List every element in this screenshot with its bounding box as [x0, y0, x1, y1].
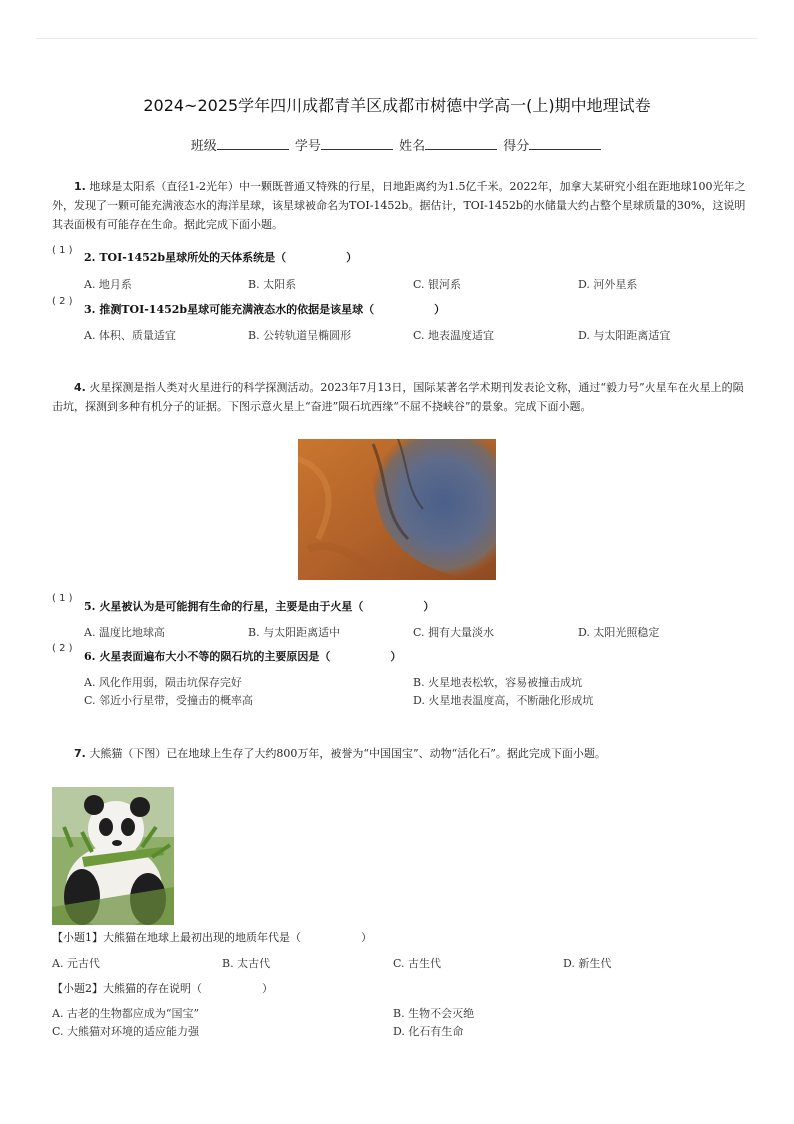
q2-text: TOI-1452b星球所处的天体系统是（	[99, 251, 287, 264]
q3-option-a[interactable]: A. 体积、质量适宜	[84, 329, 176, 342]
q6-close: ）	[390, 650, 402, 663]
q5-option-a[interactable]: A. 温度比地球高	[84, 626, 165, 639]
q7-passage	[52, 744, 748, 763]
q1-sub2-label: ( 2 )	[52, 296, 73, 307]
q4-number: 4.	[74, 381, 86, 394]
q2-close: ）	[346, 251, 358, 264]
q5-number: 5.	[84, 600, 96, 613]
q6-text: 火星表面遍布大小不等的陨石坑的主要原因是（	[99, 650, 331, 663]
q7-sub2-text: 【小题2】大熊猫的存在说明（	[52, 982, 202, 995]
q3-option-c[interactable]: C. 地表温度适宜	[413, 329, 495, 342]
q7-sub2-close: ）	[262, 982, 273, 995]
score-blank[interactable]	[529, 138, 601, 150]
class-blank[interactable]	[217, 138, 289, 150]
class-label: 班级	[190, 139, 217, 154]
q7-sub2-option-b[interactable]: B. 生物不会灭绝	[393, 1007, 475, 1020]
q3-text: 推测TOI-1452b星球可能充满液态水的依据是该星球（	[99, 303, 375, 316]
q7-text: 大熊猫（下图）已在地球上生存了大约800万年，被誉为“中国国宝”、动物“活化石”。据此完成下面小题。	[89, 747, 606, 760]
q3-stem	[84, 301, 445, 317]
q1-sub1-label: ( 1 )	[52, 245, 73, 256]
q4-text: 火星探测是指人类对火星进行的科学探测活动。2023年7月13日，国际某著名学术期刊发表论文称，通过“毅力号”火星车在火星上的陨击坑，探测到多种有机分子的证据。下图示意火星上“奋进”陨石坑西缘“不屈不挠峡谷”的景象。完成下面小题。	[52, 381, 744, 413]
header-divider	[36, 38, 758, 39]
q2-stem	[84, 249, 357, 265]
q3-option-d[interactable]: D. 与太阳距离适宜	[578, 329, 671, 342]
q7-sub1-stem	[52, 929, 372, 945]
q2-option-d[interactable]: D. 河外星系	[578, 278, 638, 291]
q3-close: ）	[434, 303, 446, 316]
name-blank[interactable]	[425, 138, 497, 150]
q7-sub1-text: 【小题1】大熊猫在地球上最初出现的地质年代是（	[52, 931, 301, 944]
q2-option-b[interactable]: B. 太阳系	[248, 278, 297, 291]
q7-sub2-stem	[52, 980, 273, 996]
q5-option-d[interactable]: D. 太阳光照稳定	[578, 626, 660, 639]
q1-text: 地球是太阳系（直径1-2光年）中一颗既普通又特殊的行星，日地距离约为1.5亿千米。2022年，加拿大某研究小组在距地球100光年之外，发现了一颗可能充满液态水的海洋星球，该星球被命名为TOI-1452b。据估计，TOI-1452b的水储量大约占整个星球质量的30%，这说明其表面极有可能存在生命。据此完成下面小题。	[52, 180, 746, 231]
student-info-line	[0, 135, 794, 154]
q3-number: 3.	[84, 303, 96, 316]
score-label: 得分	[503, 139, 530, 154]
q6-option-c[interactable]: C. 邻近小行星带，受撞击的概率高	[84, 694, 254, 707]
q5-option-c[interactable]: C. 拥有大量淡水	[413, 626, 495, 639]
q2-number: 2.	[84, 251, 96, 264]
q6-option-d[interactable]: D. 火星地表温度高，不断融化形成坑	[413, 694, 594, 707]
q6-option-a[interactable]: A. 风化作用弱，陨击坑保存完好	[84, 676, 242, 689]
q2-option-c[interactable]: C. 银河系	[413, 278, 462, 291]
q2-option-a[interactable]: A. 地月系	[84, 278, 132, 291]
q7-sub1-option-b[interactable]: B. 太古代	[222, 957, 271, 970]
q4-sub2-label: ( 2 )	[52, 643, 73, 654]
q5-close: ）	[423, 600, 435, 613]
q7-number: 7.	[74, 747, 86, 760]
q4-sub1-label: ( 1 )	[52, 593, 73, 604]
q5-option-b[interactable]: B. 与太阳距离适中	[248, 626, 341, 639]
q1-passage	[52, 177, 748, 234]
q1-number: 1.	[74, 180, 86, 193]
q7-sub2-option-c[interactable]: C. 大熊猫对环境的适应能力强	[52, 1025, 200, 1038]
mars-crater-image	[298, 439, 496, 580]
name-label: 姓名	[399, 139, 426, 154]
q6-stem	[84, 648, 401, 664]
page-title: 2024~2025学年四川成都青羊区成都市树德中学高一(上)期中地理试卷	[143, 96, 651, 115]
q7-sub1-option-d[interactable]: D. 新生代	[563, 957, 612, 970]
q7-sub2-option-d[interactable]: D. 化石有生命	[393, 1025, 464, 1038]
student-id-label: 学号	[294, 139, 321, 154]
q7-sub1-close: ）	[361, 931, 372, 944]
q6-number: 6.	[84, 650, 96, 663]
q6-option-b[interactable]: B. 火星地表松软，容易被撞击成坑	[413, 676, 583, 689]
student-id-blank[interactable]	[321, 138, 393, 150]
q5-stem	[84, 598, 434, 614]
q4-passage	[52, 378, 748, 416]
q7-sub1-option-a[interactable]: A. 元古代	[52, 957, 100, 970]
panda-image	[52, 787, 174, 925]
q7-sub1-option-c[interactable]: C. 古生代	[393, 957, 442, 970]
q5-text: 火星被认为是可能拥有生命的行星，主要是由于火星（	[99, 600, 364, 613]
q3-option-b[interactable]: B. 公转轨道呈椭圆形	[248, 329, 352, 342]
q7-sub2-option-a[interactable]: A. 古老的生物都应成为“国宝”	[52, 1007, 200, 1020]
